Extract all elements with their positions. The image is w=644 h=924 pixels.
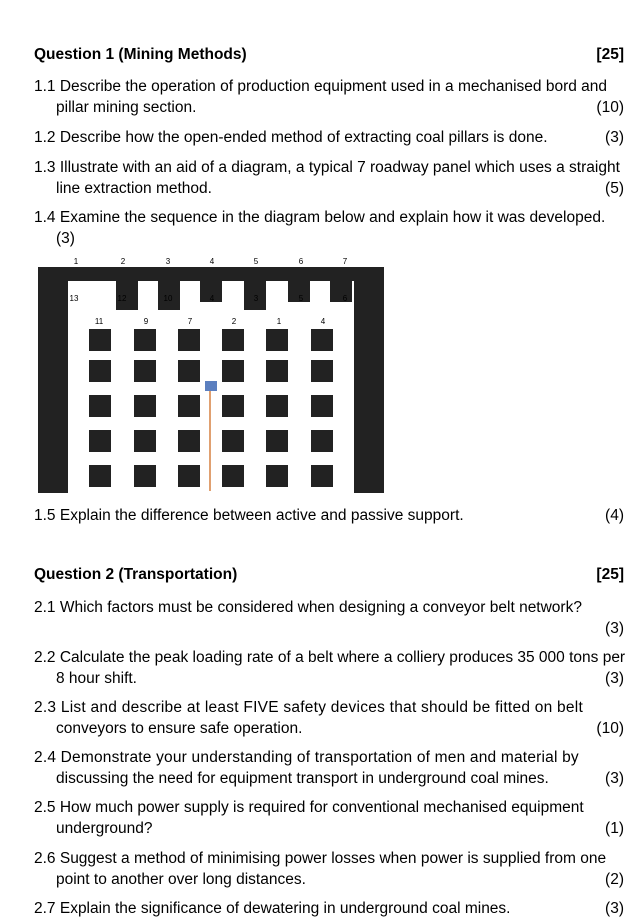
question-1-4: [34, 207, 632, 249]
question-1-1-marks: (10): [596, 99, 624, 116]
seq-label-3: 3: [253, 294, 259, 303]
pillar-r4-c6: [311, 430, 333, 452]
seq-label-7: 7: [187, 317, 193, 326]
seq-label-13: 13: [69, 294, 79, 303]
left-wall: [38, 267, 68, 493]
pillar-r3-c5: [266, 395, 288, 417]
seq-label-11: 11: [94, 317, 104, 326]
question-2-2: [34, 647, 632, 689]
section-2-header: [34, 566, 624, 584]
section-2-title: Question 2 (Transportation): [34, 566, 238, 583]
pillar-r3-c2: [134, 395, 156, 417]
pillar-r4-c1: [89, 430, 111, 452]
pillar-r5-c1: [89, 465, 111, 487]
pillar-stub-4: [244, 267, 266, 310]
pillar-r1-c2: [134, 329, 156, 351]
seq-label-10: 10: [163, 294, 173, 303]
question-2-6: [34, 848, 632, 890]
question-2-2-marks: (3): [605, 670, 624, 687]
question-1-3-marks: (5): [605, 180, 624, 197]
question-2-2-text: 2.2 Calculate the peak loading rate of a belt where a colliery produces 35 000 tons per: [34, 649, 626, 666]
question-2-4-text: 2.4 Demonstrate your understanding of transportation of men and material by: [34, 749, 579, 766]
seq-label-6: 6: [342, 294, 348, 303]
pillar-r5-c6: [311, 465, 333, 487]
top-label-5: 5: [253, 257, 259, 266]
question-2-5-text-cont: underground?: [56, 820, 153, 837]
question-1-2-text: 1.2 Describe how the open-ended method of extracting coal pillars is done.: [34, 129, 548, 146]
question-2-3-marks: (10): [596, 720, 624, 737]
panel-extraction-diagram: [34, 255, 384, 493]
pillar-r1-c3: [178, 329, 200, 351]
question-1-1-text-cont: pillar mining section.: [56, 99, 197, 116]
question-2-6-text: 2.6 Suggest a method of minimising power losses when power is supplied from one: [34, 850, 607, 867]
top-label-7: 7: [342, 257, 348, 266]
pillar-r5-c4: [222, 465, 244, 487]
question-2-5: [34, 797, 632, 839]
question-1-2-marks: (3): [605, 129, 624, 146]
top-label-3: 3: [165, 257, 171, 266]
seq-label-4b: 4: [320, 317, 326, 326]
question-2-6-marks: (2): [605, 871, 624, 888]
pillar-r2-c4: [222, 360, 244, 382]
question-1-2: [34, 127, 632, 148]
section-1-header: [34, 46, 624, 64]
pillar-r4-c3: [178, 430, 200, 452]
pillar-r3-c4: [222, 395, 244, 417]
question-2-6-text-cont: point to another over long distances.: [56, 871, 306, 888]
pillar-r3-c6: [311, 395, 333, 417]
pillar-r4-c5: [266, 430, 288, 452]
pillar-r2-c3: [178, 360, 200, 382]
pillar-r3-c1: [89, 395, 111, 417]
pillar-r1-c4: [222, 329, 244, 351]
question-1-1: [34, 76, 632, 118]
question-1-5: [34, 505, 632, 526]
section-marker: [205, 381, 217, 391]
pillar-r2-c2: [134, 360, 156, 382]
pillar-r3-c3: [178, 395, 200, 417]
question-2-7: [34, 898, 632, 919]
pillar-r5-c2: [134, 465, 156, 487]
question-1-5-marks: (4): [605, 507, 624, 524]
seq-label-1: 1: [276, 317, 282, 326]
question-2-3-text-cont: conveyors to ensure safe operation.: [56, 720, 303, 737]
section-1-marks: [25]: [596, 46, 624, 63]
question-2-1-marks: (3): [605, 620, 624, 637]
question-1-1-text: 1.1 Describe the operation of production equipment used in a mechanised bord and: [34, 78, 608, 95]
question-2-3-text: 2.3 List and describe at least FIVE safety devices that should be fitted on belt: [34, 699, 584, 716]
question-2-1: [34, 597, 632, 639]
pillar-stub-6: [330, 267, 352, 302]
question-2-4: [34, 747, 632, 789]
question-2-5-marks: (1): [605, 820, 624, 837]
section-2-marks: [25]: [596, 566, 624, 583]
seq-label-2: 2: [231, 317, 237, 326]
question-2-1-text: 2.1 Which factors must be considered when designing a conveyor belt network?: [34, 599, 582, 616]
pillar-r1-c5: [266, 329, 288, 351]
seq-label-5: 5: [298, 294, 304, 303]
pillar-r2-c1: [89, 360, 111, 382]
seq-label-4a: 4: [209, 294, 215, 303]
question-2-3: [34, 697, 632, 739]
seq-label-9: 9: [143, 317, 149, 326]
top-label-2: 2: [120, 257, 126, 266]
pillar-r5-c3: [178, 465, 200, 487]
question-1-3-text-cont: line extraction method.: [56, 180, 212, 197]
pillar-stub-2: [158, 267, 180, 310]
question-2-7-marks: (3): [605, 900, 624, 917]
section-1-title: Question 1 (Mining Methods): [34, 46, 247, 63]
question-2-4-marks: (3): [605, 770, 624, 787]
pillar-r5-c5: [266, 465, 288, 487]
question-1-5-text: 1.5 Explain the difference between active and passive support.: [34, 507, 464, 524]
top-label-4: 4: [209, 257, 215, 266]
seq-label-12: 12: [117, 294, 127, 303]
question-1-4-marks: (3): [56, 230, 75, 247]
question-1-3: [34, 157, 632, 199]
pillar-r1-c6: [311, 329, 333, 351]
pillar-r2-c6: [311, 360, 333, 382]
pillar-r1-c1: [89, 329, 111, 351]
question-2-2-text-cont: 8 hour shift.: [56, 670, 137, 687]
question-1-4-text: 1.4 Examine the sequence in the diagram below and explain how it was developed.: [34, 209, 606, 226]
question-1-3-text: 1.3 Illustrate with an aid of a diagram, a typical 7 roadway panel which uses a straight: [34, 159, 620, 176]
pillar-r4-c2: [134, 430, 156, 452]
top-label-6: 6: [298, 257, 304, 266]
question-2-7-text: 2.7 Explain the significance of dewatering in underground coal mines.: [34, 900, 511, 917]
top-label-1: 1: [73, 257, 79, 266]
pillar-r4-c4: [222, 430, 244, 452]
question-2-4-text-cont: discussing the need for equipment transport in underground coal mines.: [56, 770, 549, 787]
pillar-r2-c5: [266, 360, 288, 382]
right-wall: [354, 267, 384, 493]
question-2-5-text: 2.5 How much power supply is required for conventional mechanised equipment: [34, 799, 584, 816]
pillar-stub-1: [116, 267, 138, 310]
